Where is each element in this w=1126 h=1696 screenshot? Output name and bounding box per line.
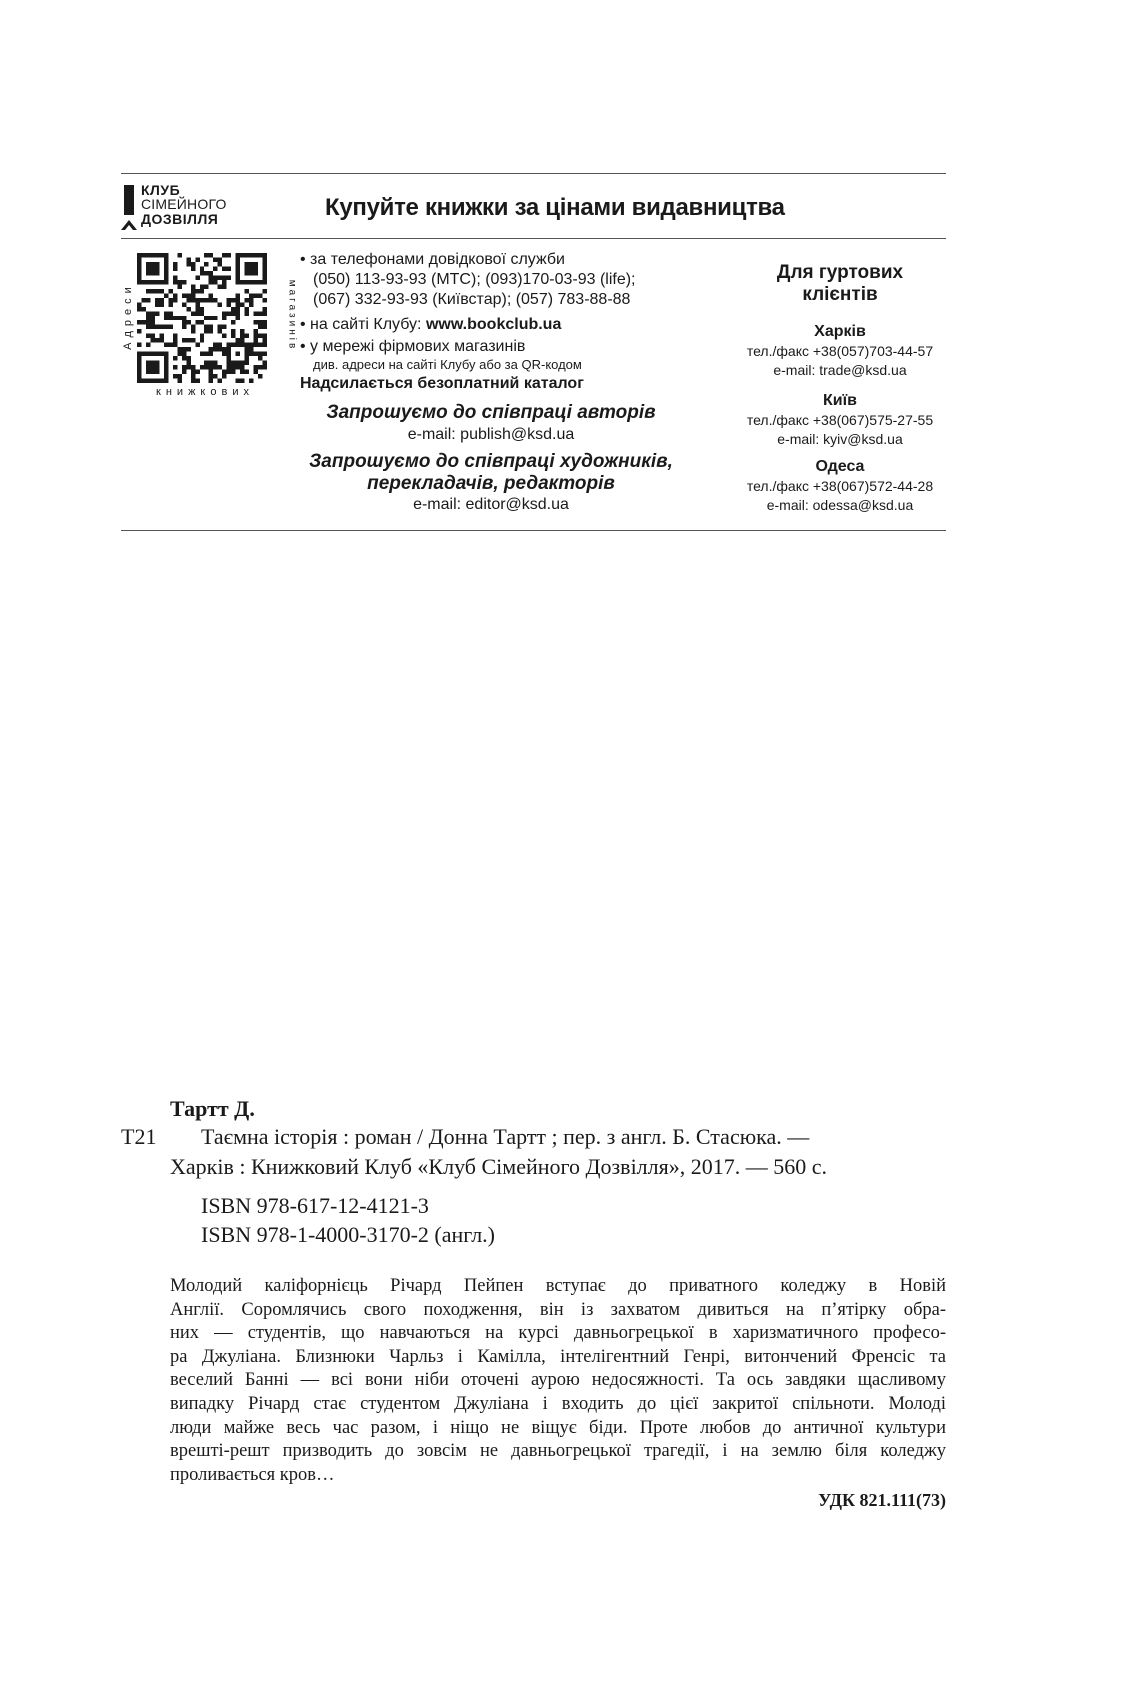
- headline: Купуйте книжки за цінами видавництва: [325, 194, 785, 221]
- invite-artists-email[interactable]: e-mail: editor@ksd.ua: [413, 496, 569, 513]
- udc-code: УДК 821.111(73): [818, 1490, 946, 1510]
- catalog-note: Надсилається безоплатний каталог: [300, 375, 584, 392]
- office-odesa: [720, 457, 960, 515]
- wholesale-title-line2: клієнтів: [802, 284, 878, 305]
- invite-authors: Запрошуємо до співпраці авторів: [326, 402, 656, 423]
- annotation-line: люди майже весь час разом, і ніщо не віщує біди. Проте любов до античної культури: [170, 1417, 946, 1438]
- qr-label-right: магазинів: [286, 279, 298, 352]
- office-city: Харків: [814, 323, 866, 340]
- annotation-line: них — студентів, що навчаються на курсі давньогрецької в харизматичного професо-: [170, 1323, 946, 1344]
- annotation-line: проливається кров…: [170, 1464, 335, 1485]
- wholesale-title-line1: Для гуртових: [776, 262, 904, 283]
- site-link[interactable]: www.bookclub.ua: [425, 316, 562, 333]
- site-line: [300, 315, 561, 335]
- biblio-line2: Харків : Книжковий Клуб «Клуб Сімейного Дозвілля», 2017. — 560 с.: [170, 1154, 828, 1179]
- qr-label-bottom: книжкових: [156, 386, 254, 398]
- stores-line: • у мережі фірмових магазинів: [300, 338, 526, 355]
- biblio-line1: Таємна історія : роман / Донна Тартт ; пер. з англ. Б. Стасюка. —: [201, 1124, 810, 1149]
- logo-house-icon: [121, 218, 137, 230]
- annotation-line: ра Джуліана. Близнюки Чарльз і Камілла, інтелігентний Генрі, витончений Френсіс та: [170, 1346, 946, 1367]
- office-email[interactable]: e-mail: odessa@ksd.ua: [766, 497, 914, 513]
- biblio-author: Тартт Д.: [170, 1096, 255, 1121]
- annotation-line: веселий Банні — всі вони ніби оточені аурою недосяжності. Та ось завдяки щасливому: [170, 1370, 946, 1391]
- qr-code-icon[interactable]: [137, 253, 267, 383]
- invite-artists-line1: Запрошуємо до співпраці художників,: [309, 451, 673, 472]
- annotation-line: Англії. Соромлячись свого походження, він із захватом дивиться на п’ятірку обра-: [170, 1299, 946, 1320]
- annotation-line: врешті-решт призводить до зовсім не давньогрецької трагедії, і на землю біля коледжу: [170, 1441, 946, 1462]
- header-rule: [121, 238, 946, 239]
- site-prefix: • на сайті Клубу:: [300, 316, 426, 333]
- isbn-primary: ISBN 978-617-12-4121-3: [201, 1193, 429, 1218]
- office-phone: тел./факс +38(067)575-27-55: [746, 412, 934, 428]
- wholesale-title: [720, 262, 960, 306]
- office-phone: тел./факс +38(057)703-44-57: [746, 343, 934, 359]
- isbn-original: ISBN 978-1-4000-3170-2 (англ.): [201, 1222, 496, 1247]
- advert-bottom-rule: [121, 530, 946, 531]
- office-city: Київ: [823, 392, 857, 409]
- logo-line2: СІМЕЙНОГО: [141, 196, 227, 212]
- stores-note: див. адреси на сайті Клубу або за QR-кодом: [313, 357, 582, 372]
- qr-label-left: Адреси: [122, 282, 134, 350]
- phone-line2: (067) 332-93-93 (Київстар); (057) 783-88-88: [313, 291, 631, 308]
- invite-artists-line2: перекладачів, редакторів: [367, 473, 615, 494]
- biblio-code: Т21: [121, 1124, 157, 1149]
- annotation-line: Молодий каліфорнієць Річард Пейпен вступає до приватного коледжу в Новій: [170, 1276, 946, 1296]
- office-email[interactable]: e-mail: kyiv@ksd.ua: [777, 431, 903, 447]
- phone-intro: • за телефонами довідкової служби: [300, 251, 565, 268]
- office-kharkiv: [720, 322, 960, 380]
- phone-line1: (050) 113-93-93 (МТС); (093)170-03-93 (life);: [313, 271, 636, 288]
- qr-block: [121, 250, 298, 402]
- logo-line3: ДОЗВІЛЛЯ: [141, 211, 219, 227]
- office-kyiv: [720, 391, 960, 449]
- office-email[interactable]: e-mail: trade@ksd.ua: [773, 362, 907, 378]
- invite-authors-email[interactable]: e-mail: publish@ksd.ua: [407, 426, 575, 443]
- club-logo: [121, 180, 251, 232]
- top-rule: [121, 173, 946, 174]
- office-city: Одеса: [815, 458, 865, 475]
- annotation-line: випадку Річард стає студентом Джуліана і входить до цієї закритої спільноти. Молоді: [170, 1393, 946, 1414]
- annotation: [170, 1275, 946, 1487]
- logo-bookmark-icon: [124, 185, 134, 215]
- office-phone: тел./факс +38(067)572-44-28: [746, 478, 934, 494]
- logo-line1: КЛУБ: [141, 182, 181, 198]
